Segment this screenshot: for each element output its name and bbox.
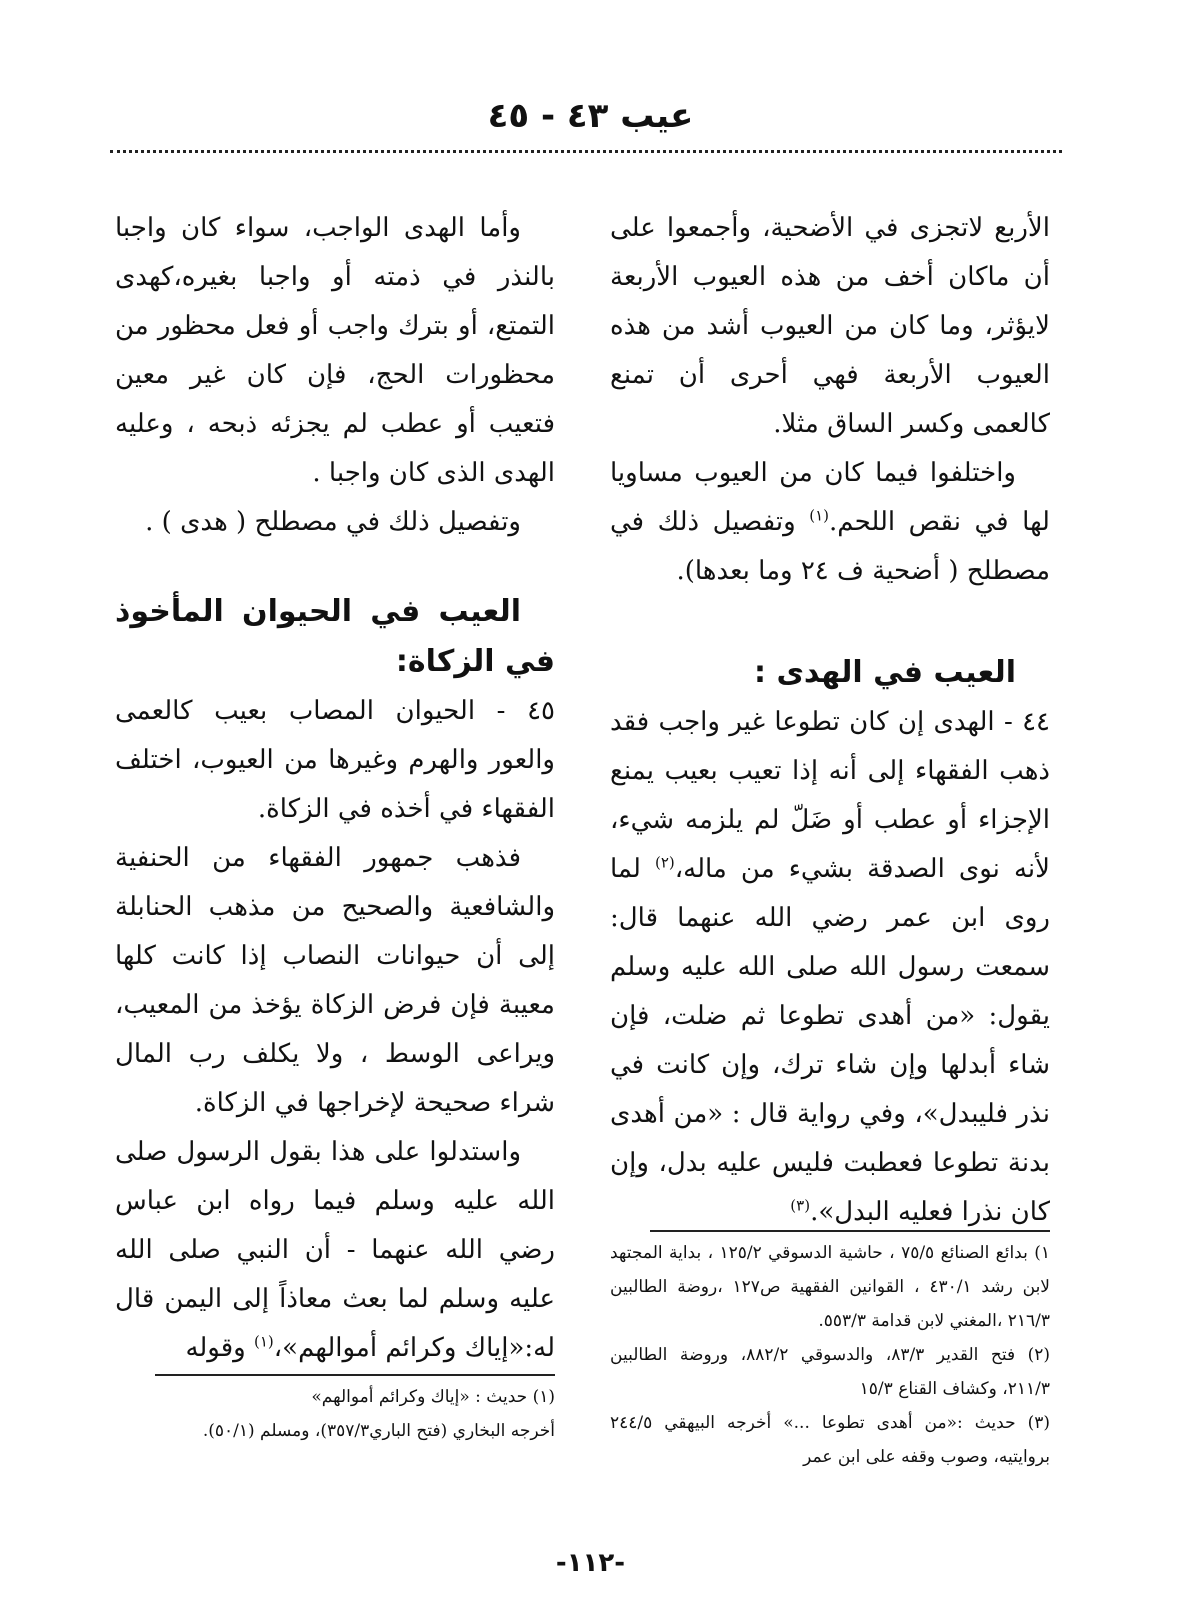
paragraph: الأربع لاتجزى في الأضحية، وأجمعوا على أن ماكان أخف من هذه العيوب الأربعة لايؤثر، وما كان من العيوب أشد من هذه العيوب الأربعة فهي أحرى أن تمنع كالعمى وكسر الساق مثلا. bbox=[610, 213, 1050, 439]
paragraph: ٤٤ - الهدى إن كان تطوعا غير واجب فقد ذهب الفقهاء إلى أنه إذا تعيب بعيب يمنع الإجزاء أو عطب أو ضَلّ لم يلزمه شيء، لأنه نوى الصدقة بشيء من ماله،$^{(٢)}$ لما روى ابن عمر رضي الله عنهما قال: سمعت رسول الله صلى الله عليه وسلم يقول: «من أهدى تطوعا ثم ضلت، فإن شاء أبدلها وإن شاء ترك، وإن كانت في نذر فليبدل»، وفي رواية قال : «من أهدى بدنة تطوعا فعطبت فليس عليه بدل، وإن كان نذرا فعليه البدل».$^{(٣)}$ bbox=[610, 707, 1050, 1227]
footnote-rule bbox=[650, 1230, 1050, 1232]
header-dotted-rule bbox=[110, 150, 1062, 153]
left-footnotes bbox=[115, 1374, 555, 1448]
footnote-ref: (١) bbox=[809, 506, 830, 525]
spacer bbox=[610, 596, 1050, 648]
paragraph: واستدلوا على هذا بقول الرسول صلى الله عليه وسلم فيما رواه ابن عباس رضي الله عنهما - أن النبي صلى الله عليه وسلم لما بعث معاذاً إلى اليمن قال له:«إياك وكرائم أموالهم»،$^{(١)}$ وقوله bbox=[115, 1137, 555, 1363]
page-number: -١١٢- bbox=[555, 1548, 626, 1578]
right-footnotes bbox=[610, 1230, 1050, 1474]
paragraph: ٤٥ - الحيوان المصاب بعيب كالعمى والعور والهرم وغيرها من العيوب، اختلف الفقهاء في أخذه في الزكاة. bbox=[115, 696, 555, 824]
paragraph: وأما الهدى الواجب، سواء كان واجبا بالنذر في ذمته أو واجبا بغيره،كهدى التمتع، أو بترك واجب أو فعل محظور من محظورات الحج، فإن كان غير معين فتعيب أو عطب لم يجزئه ذبحه ، وعليه الهدى الذى كان واجبا . bbox=[115, 213, 555, 488]
spacer bbox=[115, 547, 555, 587]
footnote: أخرجه البخاري (فتح الباري٣٥٧/٣)، ومسلم (٥٠/١). bbox=[202, 1421, 555, 1441]
footnote-ref: (٣) bbox=[790, 1196, 811, 1215]
footnote: (٢) فتح القدير ٨٣/٣، والدسوقي ٨٨٢/٢، وروضة الطالبين ٢١١/٣، وكشاف القناع ١٥/٣ bbox=[610, 1345, 1050, 1399]
left-column bbox=[115, 204, 555, 1373]
page-header: عيب ٤٣ - ٤٥ bbox=[487, 96, 694, 136]
footnote-rule bbox=[155, 1374, 555, 1376]
footnote: ١) بدائع الصنائع ٧٥/٥ ، حاشية الدسوقي ١٢٥/٢ ، بداية المجتهد لابن رشد ٤٣٠/١ ، القوانين الفقهية ص١٢٧ ،روضة الطالبين ٢١٦/٣ ،المغني لابن قدامة ٥٥٣/٣. bbox=[610, 1243, 1050, 1331]
paragraph: واختلفوا فيما كان من العيوب مساويا لها في نقص اللحم.$^{(١)}$ وتفصيل ذلك في مصطلح ( أضحية ف ٢٤ وما بعدها). bbox=[610, 458, 1050, 586]
section-title: العيب في الحيوان المأخوذ في الزكاة: bbox=[115, 594, 555, 679]
paragraph: وتفصيل ذلك في مصطلح ( هدى ) . bbox=[145, 507, 521, 537]
section-title: العيب في الهدى : bbox=[754, 655, 1016, 690]
paragraph: فذهب جمهور الفقهاء من الحنفية والشافعية والصحيح من مذهب الحنابلة إلى أن حيوانات النصاب إذا كانت كلها معيبة فإن فرض الزكاة يؤخذ من المعيب، ويراعى الوسط ، ولا يكلف رب المال شراء صحيحة لإخراجها في الزكاة. bbox=[115, 843, 555, 1118]
right-column bbox=[610, 204, 1050, 1237]
footnote-ref: (٢) bbox=[654, 853, 675, 872]
footnote-ref: (١) bbox=[253, 1332, 274, 1351]
footnote: (١) حديث : «إياك وكرائم أموالهم» bbox=[311, 1387, 555, 1407]
footnote: (٣) حديث :«من أهدى تطوعا ...» أخرجه البيهقي ٢٤٤/٥ بروايتيه، وصوب وقفه على ابن عمر bbox=[610, 1413, 1050, 1467]
